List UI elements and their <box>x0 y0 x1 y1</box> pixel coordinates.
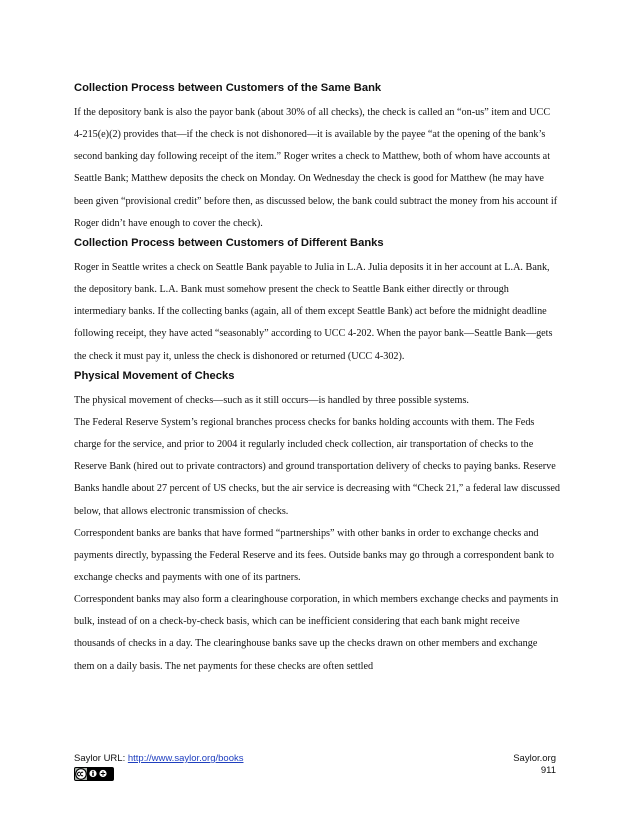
page-content <box>74 81 560 678</box>
paragraph: The physical movement of checks—such as it still occurs—is handled by three possible systems. <box>74 394 469 406</box>
creative-commons-by-icon <box>74 767 114 781</box>
page-number: 911 <box>540 765 556 776</box>
paragraph: If the depository bank is also the payor bank (about 30% of all checks), the check is called an “on-us” item and UCC 4-215(e)(2) provides that—if the check is not dishonored—it is available by the payee “at the opening of the bank’s second banking day following receipt of the item.” Roger writes a check to Matthew, both of whom have accounts at Seattle Bank; Matthew deposits the check on Monday. On Wednesday the check is good for Matthew (he may have been given “provisional credit” before then, as discussed below, the bank could subtract the money from his account if Roger didn’t have enough to cover the check). <box>74 107 558 229</box>
footer-url-link[interactable]: http://www.saylor.org/books <box>127 753 244 764</box>
footer-right <box>513 753 556 777</box>
page-footer <box>74 753 556 785</box>
footer-url-label: Saylor URL: <box>74 753 126 764</box>
paragraph: Roger in Seattle writes a check on Seattle Bank payable to Julia in L.A. Julia deposits it in her account at L.A. Bank, the depository bank. L.A. Bank must somehow present the check to Seattle Bank either directly or through intermediary banks. If the collecting banks (again, all of them except Seattle Bank) act before the midnight deadline following receipt, they have acted “seasonably” according to UCC 4-202. When the payor bank—Seattle Bank—gets the check it must pay it, unless the check is dishonored or returned (UCC 4-302). <box>74 261 553 362</box>
section-heading-different-banks: Collection Process between Customers of Different Banks <box>74 236 384 249</box>
footer-site: Saylor.org <box>513 753 556 764</box>
footer-url-line <box>74 753 244 765</box>
paragraph: Correspondent banks are banks that have formed “partnerships” with other banks in order to exchange checks and payments directly, bypassing the Federal Reserve and its fees. Outside banks may go through a correspondent bank to exchange checks and payments with one of its partners. <box>74 527 555 583</box>
section-heading-same-bank: Collection Process between Customers of the Same Bank <box>74 82 382 94</box>
paragraph: The Federal Reserve System’s regional branches process checks for banks holding accounts with them. The Feds charge for the service, and prior to 2004 it regularly included check collection, air transportation of checks to the Reserve Bank (hired out to private contractors) and ground transportation delivery of checks to paying banks. Reserve Banks handle about 27 percent of US checks, but the air service is decreasing with “Check 21,” a federal law discussed below, that allows electronic transmission of checks. <box>74 416 561 517</box>
section-heading-physical-movement: Physical Movement of Checks <box>74 369 235 382</box>
paragraph: Correspondent banks may also form a clearinghouse corporation, in which members exchange checks and payments in bulk, instead of on a check-by-check basis, which can be inefficient considering that each bank might receive thousands of checks in a day. The clearinghouse banks save up the checks drawn on other members and exchange them on a daily basis. The net payments for these checks are often settled <box>74 594 559 672</box>
